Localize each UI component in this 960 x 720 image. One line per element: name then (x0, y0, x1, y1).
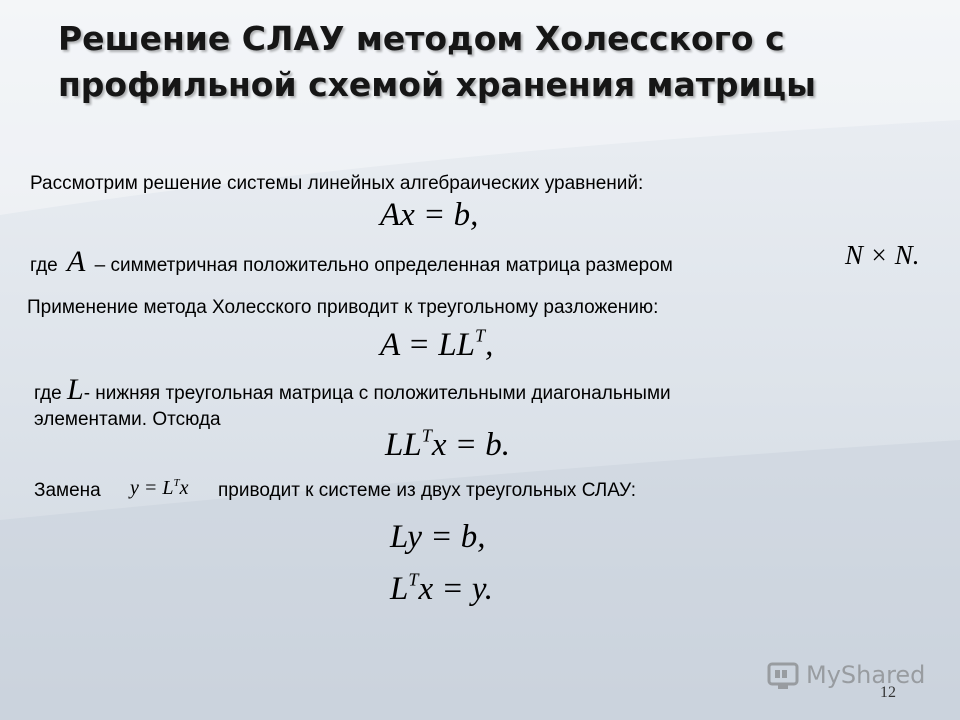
equation-llt-x-b (385, 426, 510, 464)
transpose-sup: T (475, 325, 486, 346)
myshared-watermark (766, 657, 925, 693)
substitution-result-text: приводит к системе из двух треугольных СЛАУ: (218, 480, 637, 501)
myshared-logo-icon (766, 658, 800, 692)
intro-text: Рассмотрим решение системы линейных алгебраических уравнений: (30, 173, 644, 194)
eq2-main: A = LL (380, 327, 476, 363)
eq3-b: x = b. (431, 427, 510, 463)
equation-cholesky-decomposition (380, 326, 493, 364)
elements-text: элементами. Отсюда (34, 409, 221, 430)
subst-transpose-sup: T (173, 476, 180, 489)
matrix-size: N × N. (845, 240, 920, 270)
where-line-lower-matrix (34, 373, 671, 406)
equation-ltx-y (390, 570, 493, 608)
where-word: где (30, 255, 58, 276)
page-number: 12 (880, 684, 896, 701)
substitution-formula (130, 476, 189, 500)
matrix-a-symbol: A (67, 245, 86, 278)
eq5-b: x = y. (418, 571, 493, 607)
lower-matrix-description: - нижняя треугольная матрица с положительными диагональными (83, 383, 671, 404)
where-word-2: где (34, 383, 62, 404)
eq3-a: LL (385, 427, 422, 463)
subst-a: y = L (130, 477, 174, 499)
cholesky-intro-text: Применение метода Холесского приводит к треугольному разложению: (27, 297, 659, 318)
substitution-label: Замена (34, 480, 101, 501)
where-line-matrix (30, 245, 673, 278)
equation-ax-b: Ax = b, (380, 197, 479, 233)
eq3-transpose-sup: T (421, 425, 432, 446)
eq5-transpose-sup: T (408, 569, 419, 590)
subst-b: x (179, 477, 189, 499)
equation-ly-b: Ly = b, (390, 519, 486, 555)
eq5-a: L (390, 571, 409, 607)
matrix-description: – симметричная положительно определенная матрица размером (94, 255, 673, 276)
slide-title: Решение СЛАУ методом Холесского с профильной схемой хранения матрицы (58, 19, 816, 104)
eq2-end: , (485, 327, 494, 363)
myshared-brand-text: MyShared (806, 661, 926, 689)
matrix-l-symbol: L (67, 373, 84, 406)
